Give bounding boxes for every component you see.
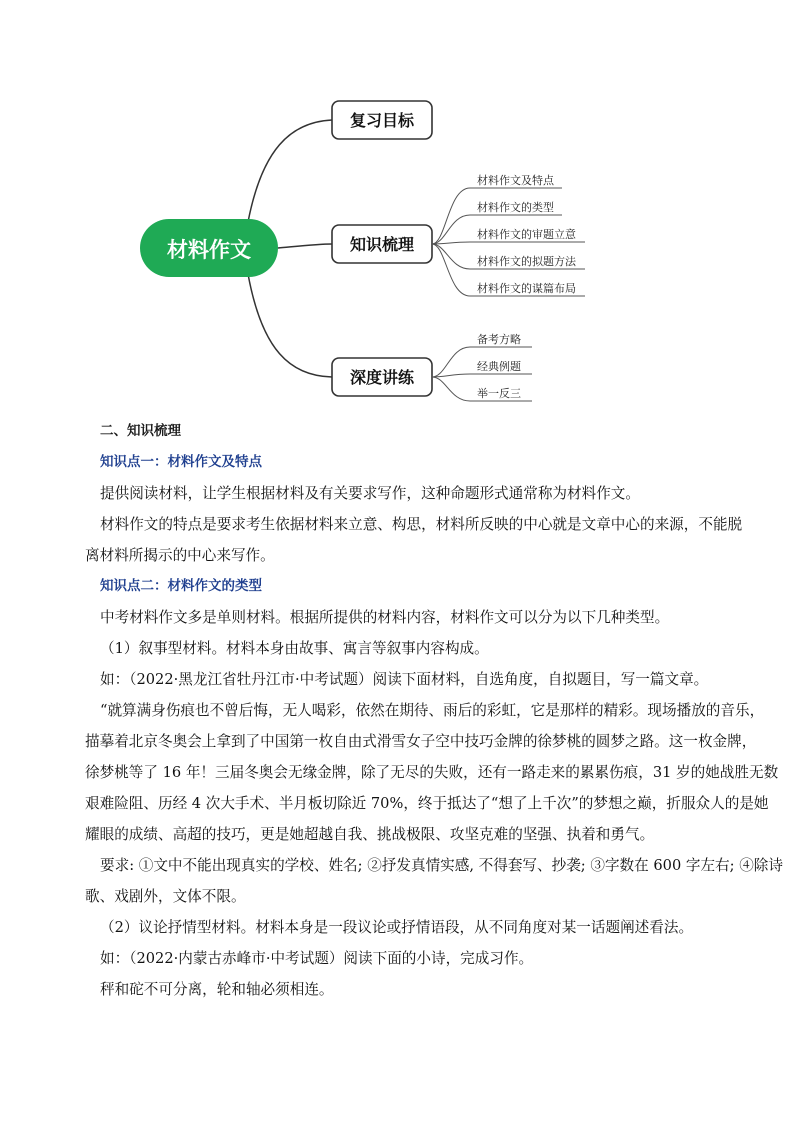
paragraph xyxy=(85,850,783,912)
connector-line xyxy=(432,347,470,377)
document-body xyxy=(85,416,783,1005)
connector-line xyxy=(278,244,332,248)
branch-node xyxy=(332,101,432,139)
text-line: （2）议论抒情型材料。材料本身是一段议论或抒情语段，从不同角度对某一话题阐述看法。 xyxy=(100,919,694,936)
leaf-label: 材料作文的审题立意 xyxy=(477,228,576,241)
paragraph xyxy=(100,602,722,633)
leaf-label: 备考方略 xyxy=(477,333,521,346)
branch-node xyxy=(332,225,432,263)
leaf-label: 经典例题 xyxy=(477,360,521,373)
text-line: （1）叙事型材料。材料本身由故事、寓言等叙事内容构成。 xyxy=(100,640,489,657)
text-line: “就算满身伤痕也不曾后悔，无人喝彩，依然在期待、雨后的彩虹，它是那样的精彩。现场播放的音乐， xyxy=(100,702,765,719)
text-line: 如：（2022·黑龙江省牡丹江市·中考试题）阅读下面材料，自选角度，自拟题目，写一篇文章。 xyxy=(100,671,709,688)
text-line: 耀眼的成绩、高超的技巧，更是她超越自我、挑战极限、攻坚克难的坚强、执着和勇气。 xyxy=(85,826,655,843)
mind-map xyxy=(0,0,794,410)
leaf-label: 举一反三 xyxy=(477,387,521,400)
text-line: 材料作文的特点是要求考生依据材料来立意、构思，材料所反映的中心就是文章中心的来源，不能脱 xyxy=(100,516,743,533)
text-line: 秤和砣不可分离，轮和轴必须相连。 xyxy=(100,981,334,998)
text-line: 中考材料作文多是单则材料。根据所提供的材料内容，材料作文可以分为以下几种类型。 xyxy=(100,609,670,626)
text-line: 歌、戏剧外，文体不限。 xyxy=(85,888,246,905)
paragraph xyxy=(85,695,779,850)
leaf-label: 材料作文的谋篇布局 xyxy=(477,282,576,295)
connector-line xyxy=(432,244,470,296)
connector-line xyxy=(248,120,332,222)
paragraph xyxy=(100,478,722,509)
paragraph xyxy=(85,509,743,571)
leaf-label: 材料作文的拟题方法 xyxy=(477,255,576,268)
leaf-label: 材料作文及特点 xyxy=(477,174,554,187)
branch-label: 深度讲练 xyxy=(349,368,415,387)
root-label: 材料作文 xyxy=(167,238,251,262)
point-title: 知识点一：材料作文及特点 xyxy=(100,454,262,470)
paragraph xyxy=(100,633,722,664)
text-line: 要求: ①文中不能出现真实的学校、姓名; ②抒发真情实感, 不得套写、抄袭; ③字数在 600 字左右; ④除诗 xyxy=(100,857,783,874)
text-line: 徐梦桃等了 16 年！三届冬奥会无缘金牌，除了无尽的失败，还有一路走来的累累伤痕，31 岁的她战胜无数 xyxy=(85,764,779,781)
text-line: 如：（2022·内蒙古赤峰市·中考试题）阅读下面的小诗，完成习作。 xyxy=(100,950,534,967)
point-title: 知识点二：材料作文的类型 xyxy=(100,578,262,594)
root-node xyxy=(140,219,278,277)
text-line: 描摹着北京冬奥会上拿到了中国第一枚自由式滑雪女子空中技巧金牌的徐梦桃的圆梦之路。这一枚金牌， xyxy=(85,733,757,750)
text-line: 提供阅读材料，让学生根据材料及有关要求写作，这种命题形式通常称为材料作文。 xyxy=(100,485,640,502)
branch-label: 知识梳理 xyxy=(349,235,415,254)
paragraph xyxy=(100,943,722,974)
paragraph xyxy=(100,974,722,1005)
leaf-label: 材料作文的类型 xyxy=(477,201,554,214)
branch-node xyxy=(332,358,432,396)
paragraph xyxy=(100,912,722,943)
text-line: 艰难险阻、历经 4 次大手术、半月板切除近 70%，终于抵达了“想了上千次”的梦想之巅，折服众人的是她 xyxy=(85,795,769,812)
paragraph xyxy=(100,664,722,695)
connector-line xyxy=(248,274,332,377)
connector-line xyxy=(432,377,470,401)
text-line: 离材料所揭示的中心来写作。 xyxy=(85,547,275,564)
branch-label: 复习目标 xyxy=(349,111,415,130)
section-title: 二、知识梳理 xyxy=(100,423,181,439)
